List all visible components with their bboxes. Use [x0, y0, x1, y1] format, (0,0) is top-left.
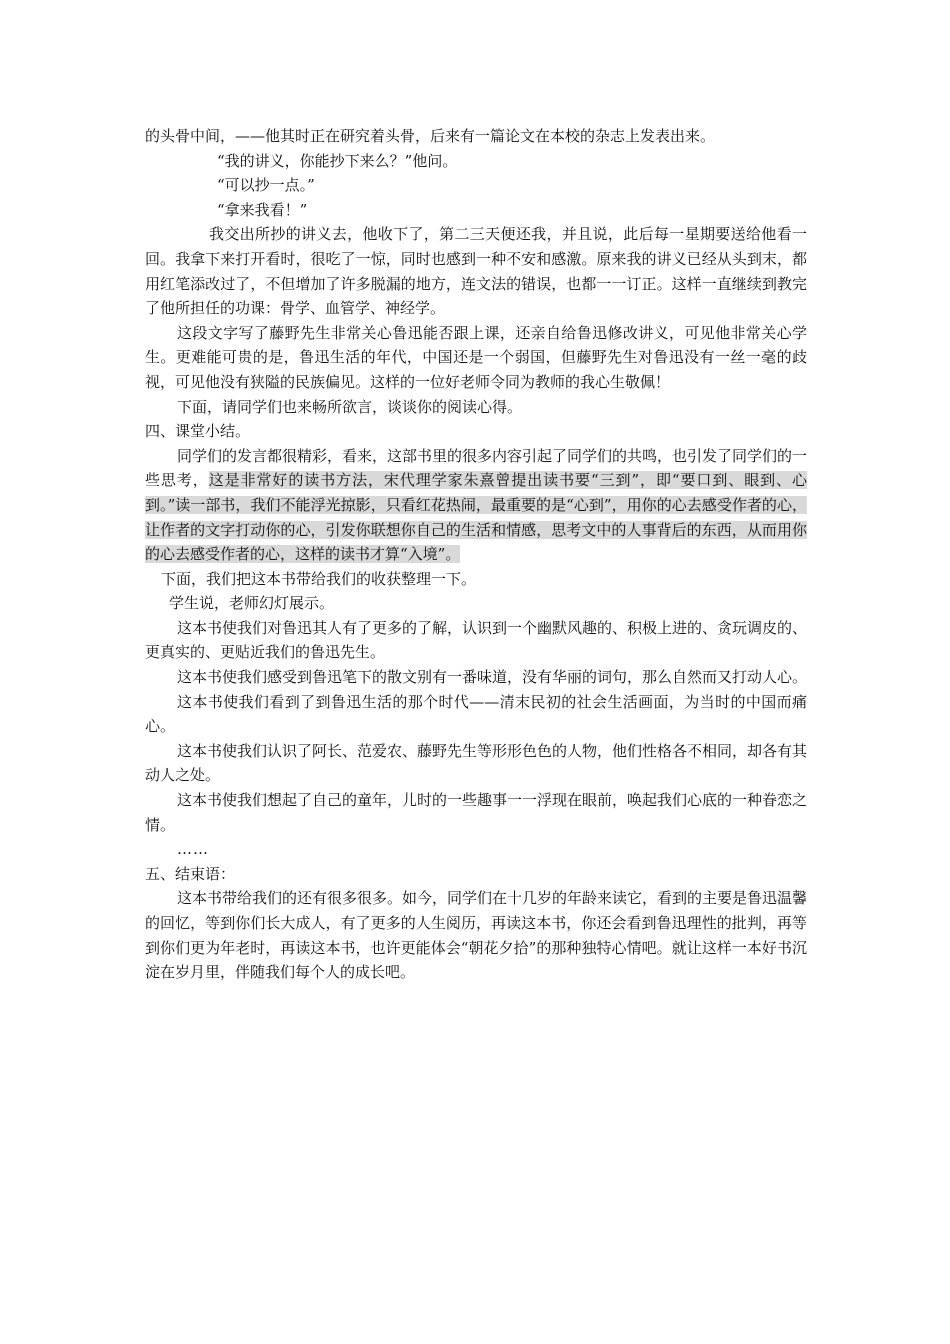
takeaway-paragraph: 这本书使我们想起了自己的童年，儿时的一些趣事一一浮现在眼前，唤起我们心底的一种眷恋之情。 [145, 791, 808, 834]
paragraph-continuation: 的头骨中间，——他其时正在研究着头骨，后来有一篇论文在本校的杂志上发表出来。 [145, 127, 716, 145]
takeaway-paragraph: 这本书使我们看到了到鲁迅生活的那个时代——清末民初的社会生活画面，为当时的中国而痛心。 [145, 692, 807, 736]
ellipsis: …… [177, 840, 209, 859]
dialogue-line: “拿来我看！” [217, 200, 308, 219]
instruction-paragraph: 下面，我们把这本书带给我们的收获整理一下。 [161, 569, 477, 588]
takeaway-paragraph: 这本书使我们认识了阿长、范爱农、藤野先生等形形色色的人物，他们性格各不相同，却各有其动人之处。 [145, 741, 808, 785]
summary-paragraph [145, 444, 807, 567]
instruction-paragraph: 下面，请同学们也来畅所欲言，谈谈你的阅读心得。 [177, 397, 523, 416]
highlighted-text: 这是非常好的读书方法，宋代理学家朱熹曾提出读书要“三到”，即“要口到、眼到、心到。”读一部书，我们不能浮光掠影，只看红花热闹，最重要的是“心到”，用你的心去感受作者的心，让作者的文字打动你的心，引发你联想你自己的生活和情感，思考文中的人事背后的东西，从而用你的心去感受作者的心，这样的读书才算“入境”。 [145, 471, 807, 564]
section-heading-conclusion: 五、结束语： [145, 864, 236, 883]
instruction-paragraph: 学生说，老师幻灯展示。 [169, 594, 335, 613]
dialogue-line: “我的讲义，你能抄下来么？”他问。 [217, 151, 458, 170]
section-heading-summary: 四、课堂小结。 [145, 422, 251, 441]
takeaway-paragraph: 这本书使我们对鲁迅其人有了更多的了解，认识到一个幽默风趣的、积极上进的、贪玩调皮的、更真实的、更贴近我们的鲁迅先生。 [145, 618, 808, 662]
summary-text: 同学们的发言都很精彩，看来，这部书里的很多内容引起了同学们的共鸣，也引发了同学们的一些思考， [145, 446, 808, 490]
document-body [145, 124, 807, 985]
takeaway-paragraph: 这本书使我们感受到鲁迅笔下的散文别有一番味道，没有华丽的词句，那么自然而又打动人心。 [177, 668, 808, 687]
conclusion-paragraph: 这本书带给我们的还有很多很多。如今，同学们在十几岁的年龄来读它，看到的主要是鲁迅温馨的回忆，等到你们长大成人，有了更多的人生阅历，再读这本书，你还会看到鲁迅理性的批判，再等到你们更为年老时，再读这本书，也许更能体会“朝花夕拾”的那种独特心情吧。就让这样一本好书沉淀在岁月里，伴随我们每个人的成长吧。 [145, 889, 808, 982]
quoted-paragraph: 我交出所抄的讲义去，他收下了，第二三天便还我，并且说，此后每一星期要送给他看一回。我拿下来打开看时，很吃了一惊，同时也感到一种不安和感激。原来我的讲义已经从头到末，都用红笔添改过了，不但增加了许多脱漏的地方，连文法的错误，也都一一订正。这样一直继续到教完了他所担任的功课：骨学、血管学、神经学。 [145, 225, 807, 318]
dialogue-line: “可以抄一点。” [217, 176, 315, 195]
commentary-paragraph: 这段文字写了藤野先生非常关心鲁迅能否跟上课，还亲自给鲁迅修改讲义，可见他非常关心学生。更难能可贵的是，鲁迅生活的年代，中国还是一个弱国，但藤野先生对鲁迅没有一丝一毫的歧视，可见他没有狭隘的民族偏见。这样的一位好老师令同为教师的我心生敬佩！ [145, 323, 807, 391]
